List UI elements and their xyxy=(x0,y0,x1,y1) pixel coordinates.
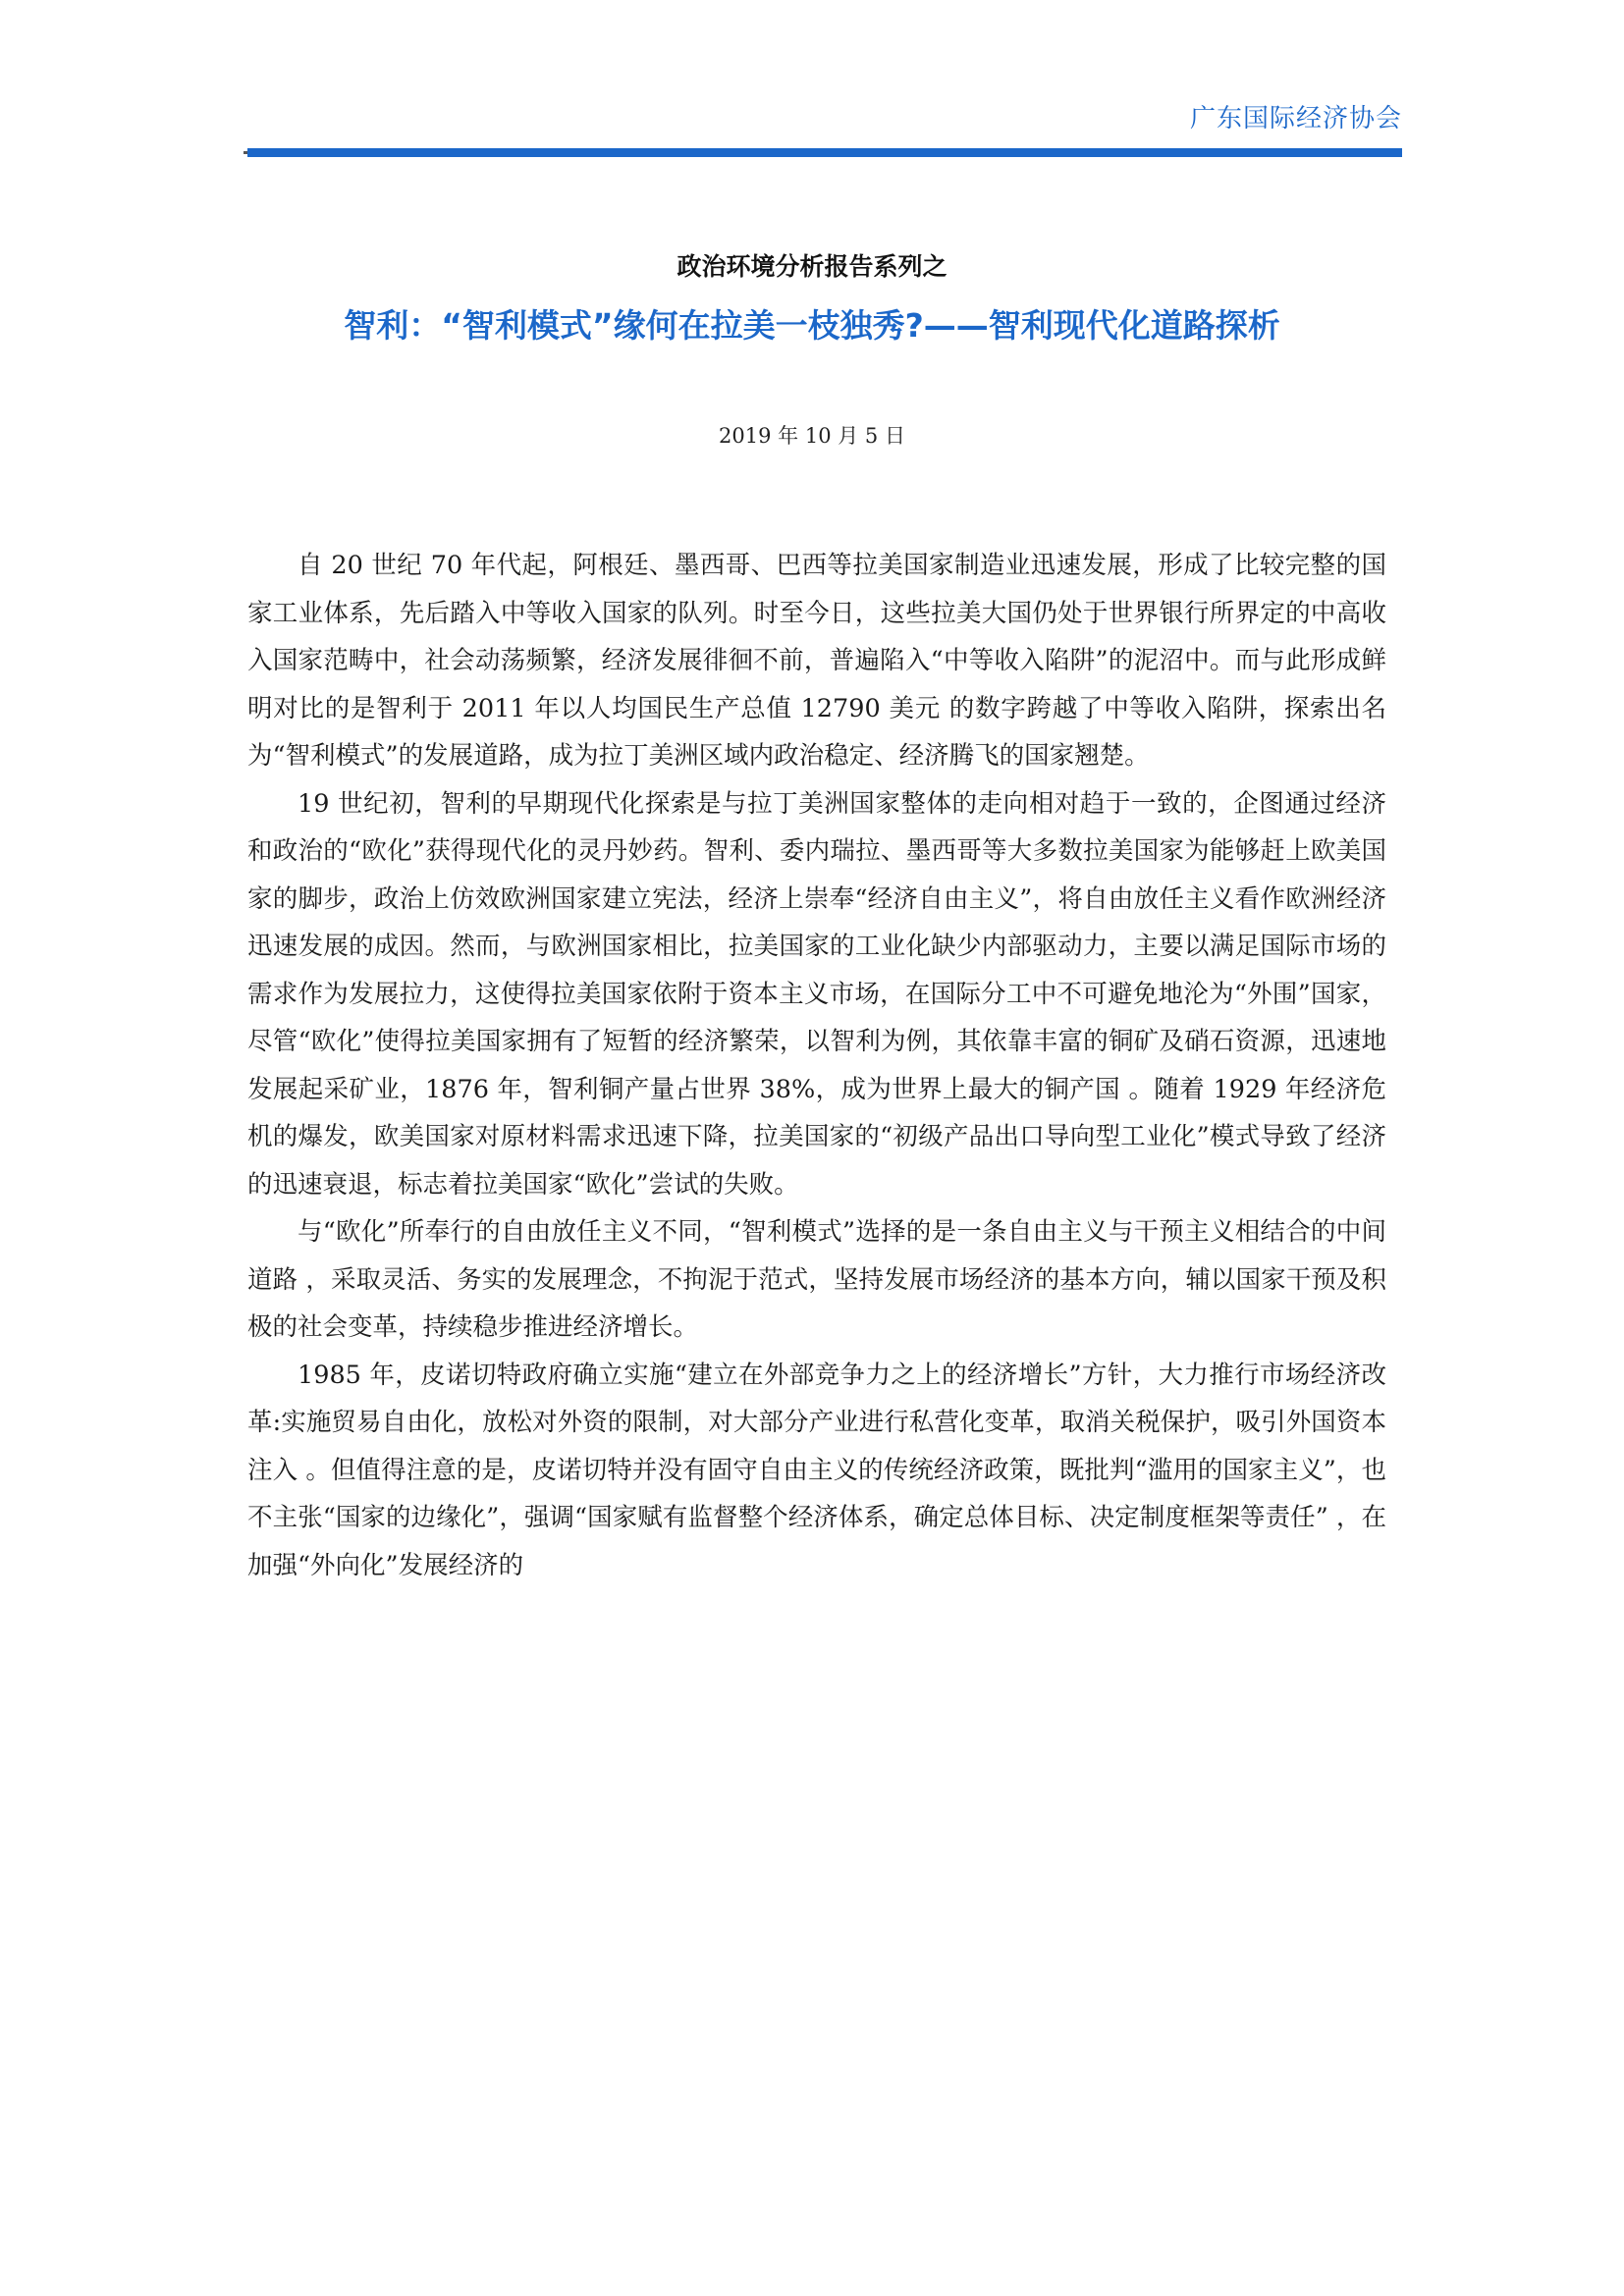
paragraph-3: 与“欧化”所奉行的自由放任主义不同，“智利模式”选择的是一条自由主义与干预主义相结合的中间道路 ，采取灵活、务实的发展理念，不拘泥于范式，坚持发展市场经济的基本方向，辅以国家干预及积极的社会变革，持续稳步推进经济增长。 xyxy=(247,1217,1386,1342)
series-title: 政治环境分析报告系列之 xyxy=(677,252,947,281)
paragraph-1: 自 20 世纪 70 年代起，阿根廷、墨西哥、巴西等拉美国家制造业迅速发展，形成了比较完整的国家工业体系，先后踏入中等收入国家的队列。时至今日，这些拉美大国仍处于世界银行所界定的中高收入国家范畴中，社会动荡频繁，经济发展徘徊不前，普遍陷入“中等收入陷阱”的泥沼中。而与此形成鲜明对比的是智利于 2011 年以人均国民生产总值 12790 美元 的数字跨越了中等收入陷阱，探索出名为“智利模式”的发展道路，成为拉丁美洲区域内政治稳定、经济腾飞的国家翘楚。 xyxy=(247,551,1386,771)
header-divider xyxy=(247,148,1402,157)
page-title: 智利：“智利模式”缘何在拉美一枝独秀?——智利现代化道路探析 xyxy=(344,306,1280,345)
report-date: 2019 年 10 月 5 日 xyxy=(719,424,905,448)
paragraph-2: 19 世纪初，智利的早期现代化探索是与拉丁美洲国家整体的走向相对趋于一致的，企图通过经济和政治的“欧化”获得现代化的灵丹妙药。智利、委内瑞拉、墨西哥等大多数拉美国家为能够赶上欧美国家的脚步，政治上仿效欧洲国家建立宪法，经济上崇奉“经济自由主义”，将自由放任主义看作欧洲经济迅速发展的成因。然而，与欧洲国家相比，拉美国家的工业化缺少内部驱动力，主要以满足国际市场的需求作为发展拉力，这使得拉美国家依附于资本主义市场，在国际分工中不可避免地沦为“外围”国家，尽管“欧化”使得拉美国家拥有了短暂的经济繁荣，以智利为例，其依靠丰富的铜矿及硝石资源，迅速地发展起采矿业，1876 年，智利铜产量占世界 38%，成为世界上最大的铜产国 。随着 1929 年经济危机的爆发，欧美国家对原材料需求迅速下降，拉美国家的“初级产品出口导向型工业化”模式导致了经济的迅速衰退，标志着拉美国家“欧化”尝试的失败。 xyxy=(247,788,1386,1200)
paragraph-4: 1985 年，皮诺切特政府确立实施“建立在外部竞争力之上的经济增长”方针，大力推行市场经济改革:实施贸易自由化，放松对外资的限制，对大部分产业进行私营化变革，取消关税保护，吸引外国资本注入 。但值得注意的是，皮诺切特并没有固守自由主义的传统经济政策，既批判“滥用的国家主义”，也不主张“国家的边缘化”，强调“国家赋有监督整个经济体系，确定总体目标、决定制度框架等责任” ，在加强“外向化”发展经济的 xyxy=(247,1360,1386,1580)
organization-name: 广东国际经济协会 xyxy=(1189,104,1402,133)
article-body xyxy=(247,542,1386,1589)
